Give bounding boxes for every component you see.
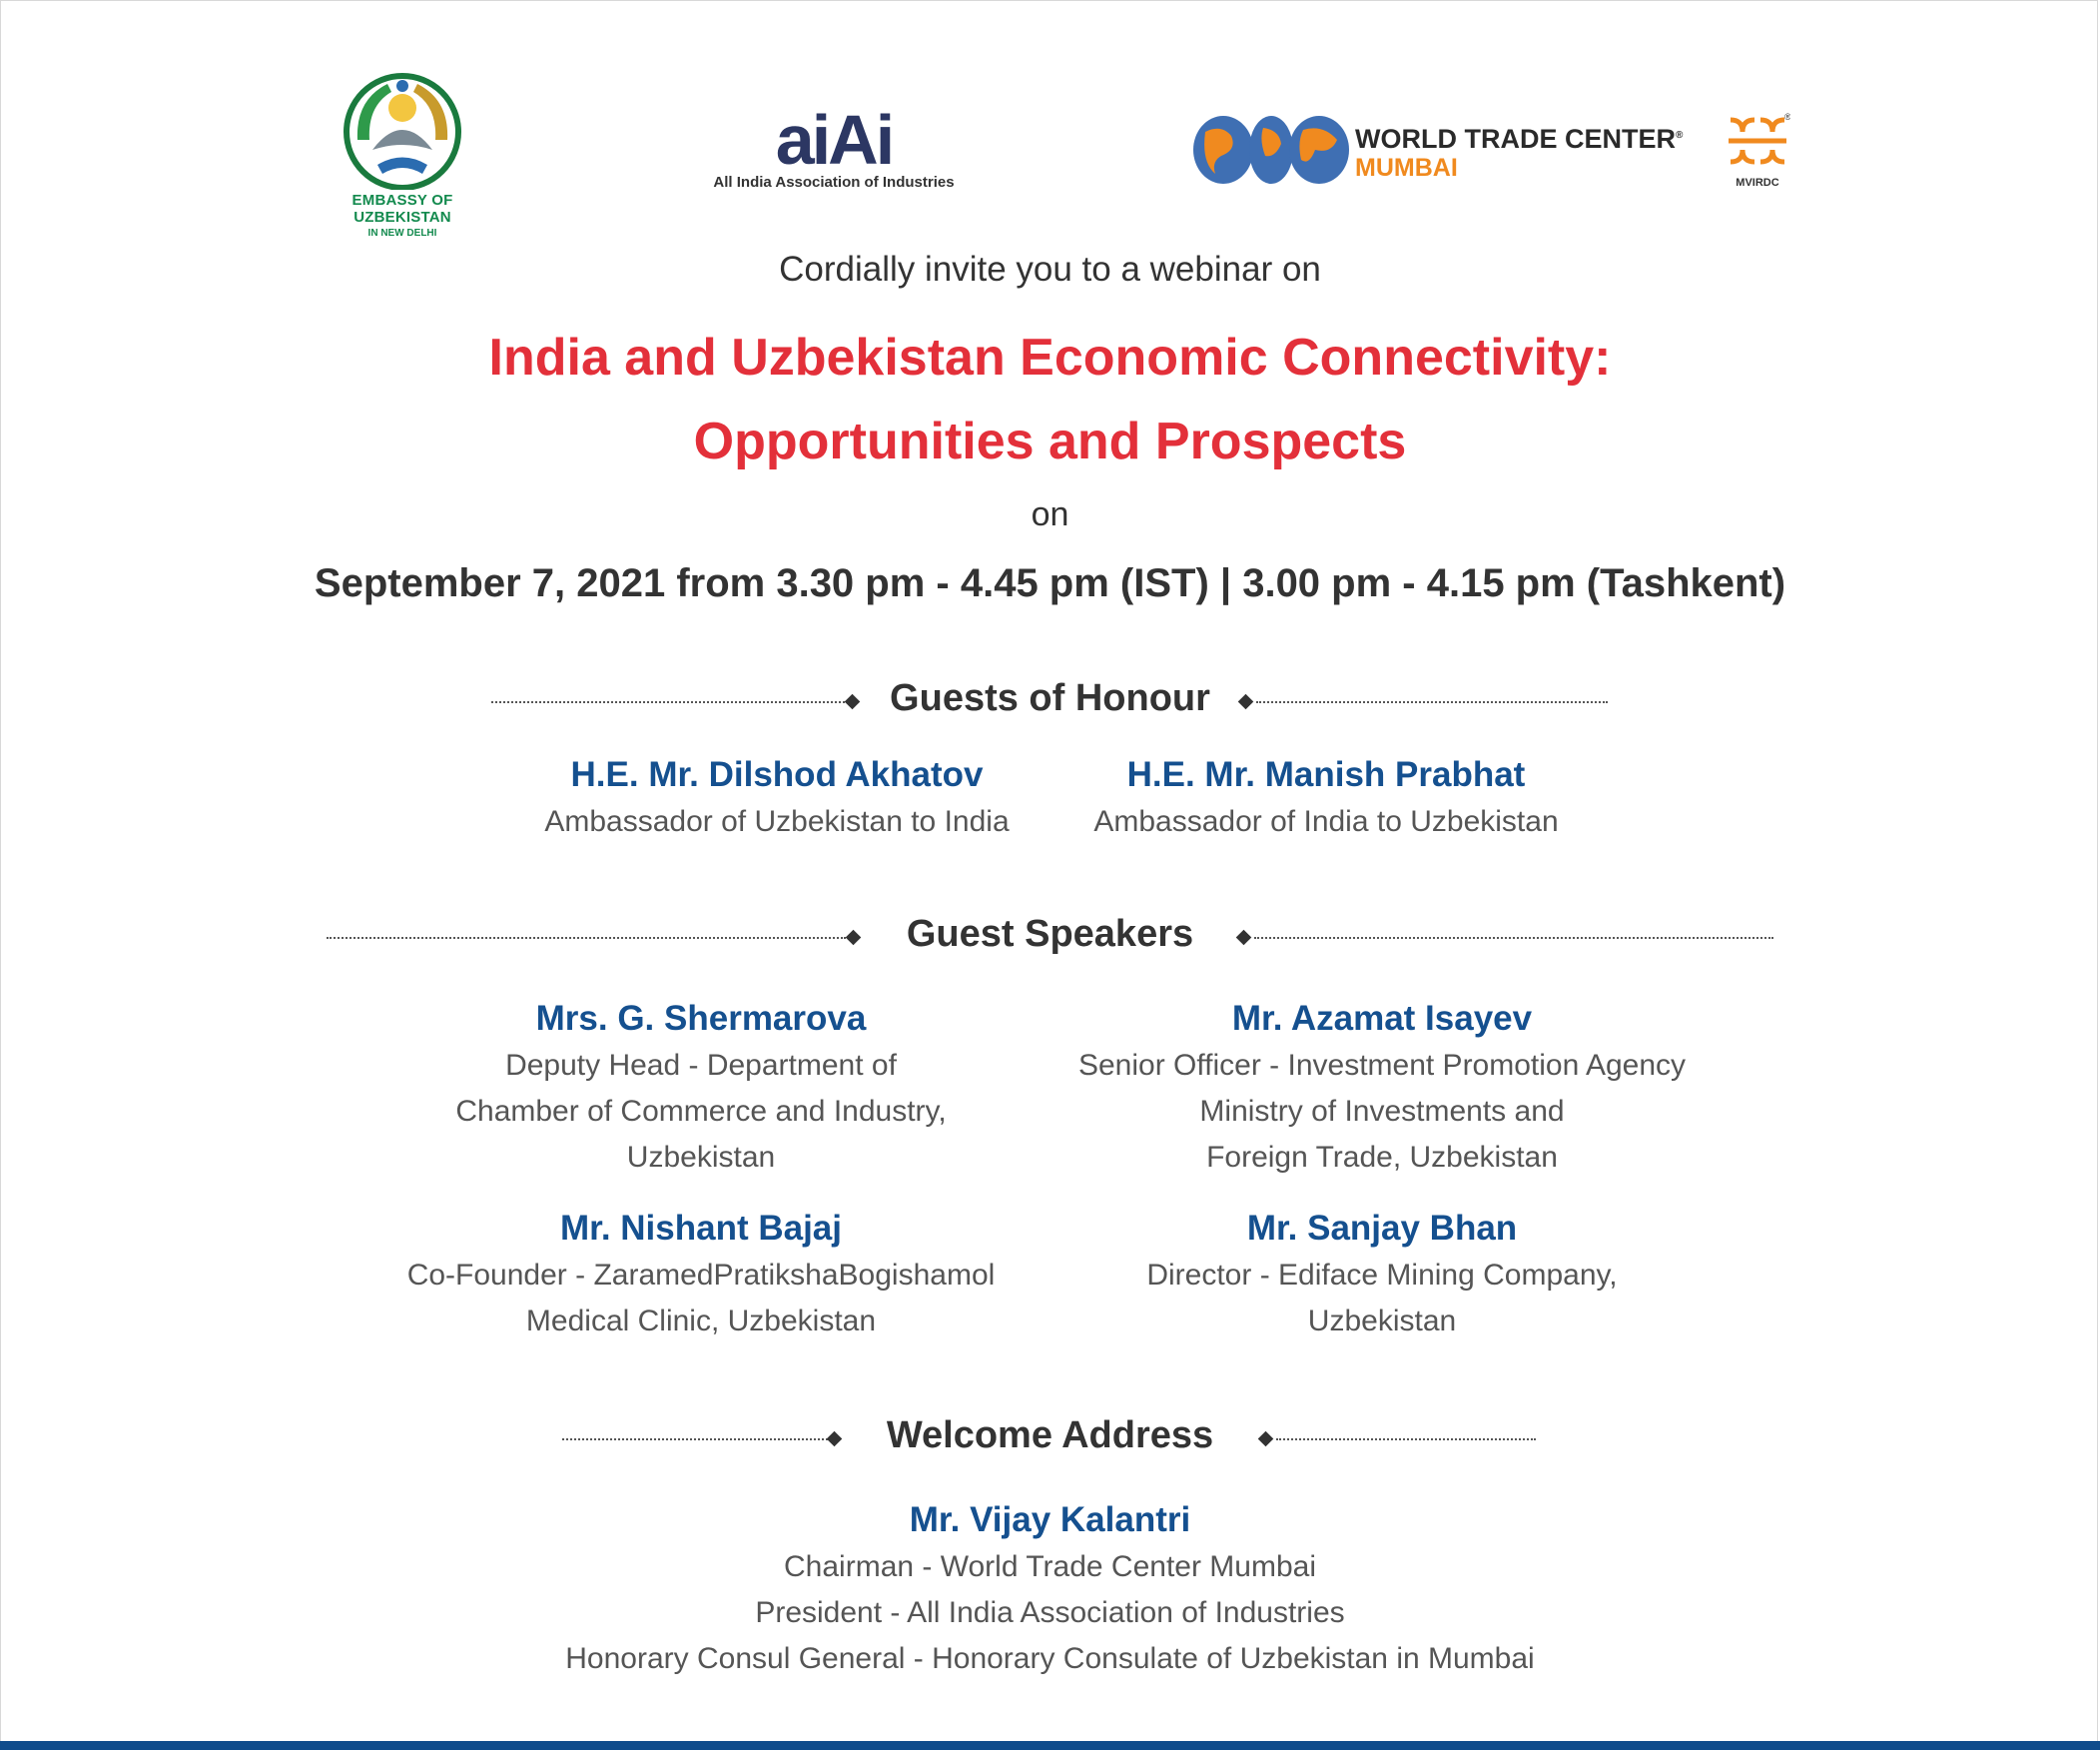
person-role: Chamber of Commerce and Industry, (455, 1095, 947, 1128)
embassy-logo (308, 70, 497, 240)
embassy-city: IN NEW DELHI (367, 228, 437, 239)
mvirdc-registered-mark: ® (1784, 112, 1790, 122)
person-role: Director - Ediface Mining Company, (1146, 1259, 1618, 1292)
speaker-card-bajaj (351, 1205, 1050, 1344)
section-title: Guests of Honour (890, 677, 1210, 719)
person-name: Mr. Azamat Isayev (1231, 999, 1533, 1038)
person-role: Uzbekistan (626, 1141, 776, 1174)
person-role: Uzbekistan (1307, 1305, 1457, 1337)
uzbekistan-emblem-icon (338, 70, 467, 190)
section-title: Guest Speakers (906, 913, 1194, 955)
guest-card-akhatov (477, 751, 1076, 845)
globe-icon (1191, 110, 1351, 190)
person-role: Ambassador of India to Uzbekistan (1093, 805, 1559, 838)
section-heading-guests-of-honour (0, 677, 2100, 727)
person-role: Foreign Trade, Uzbekistan (1206, 1141, 1558, 1174)
aiai-mark: aiAi (775, 101, 893, 179)
wtc-city: MUMBAI (1355, 154, 1458, 182)
person-name: H.E. Mr. Manish Prabhat (1126, 755, 1526, 794)
mvirdc-name: MVIRDC (1736, 177, 1779, 189)
divider-line (1256, 701, 1608, 703)
person-name: Mrs. G. Shermarova (535, 999, 867, 1038)
wtc-registered-mark: ® (1675, 130, 1684, 141)
mvirdc-emblem-icon (1725, 112, 1790, 170)
on-text: on (1031, 495, 1069, 533)
person-name: Mr. Sanjay Bhan (1246, 1209, 1518, 1248)
aiai-name: All India Association of Industries (713, 174, 955, 191)
speaker-card-bhan (1033, 1205, 1732, 1344)
person-name: Mr. Vijay Kalantri (909, 1500, 1191, 1539)
divider-line (1254, 937, 1773, 939)
person-role: Ministry of Investments and (1199, 1095, 1565, 1128)
person-role: Chairman - World Trade Center Mumbai (784, 1550, 1316, 1583)
bottom-accent-bar (0, 1741, 2100, 1750)
wtc-title-text: WORLD TRADE CENTER (1355, 124, 1676, 154)
person-name: Mr. Nishant Bajaj (559, 1209, 843, 1248)
speaker-card-isayev (1033, 995, 1732, 1181)
divider-line (1276, 1438, 1536, 1440)
webinar-title-line2: Opportunities and Prospects (693, 413, 1407, 470)
aiai-logo (689, 101, 979, 191)
wtc-logo (1191, 110, 1684, 190)
section-title: Welcome Address (886, 1414, 1214, 1456)
person-role: Medical Clinic, Uzbekistan (525, 1305, 877, 1337)
guest-card-prabhat (1027, 751, 1626, 845)
webinar-datetime: September 7, 2021 from 3.30 pm - 4.45 pm (IST) | 3.00 pm - 4.15 pm (Tashkent) (314, 561, 1786, 605)
person-role: Honorary Consul General - Honorary Consulate of Uzbekistan in Mumbai (565, 1642, 1535, 1675)
wtc-title (1355, 124, 1683, 155)
section-heading-guest-speakers (0, 913, 2100, 963)
speaker-card-shermarova (351, 995, 1050, 1181)
person-name: H.E. Mr. Dilshod Akhatov (570, 755, 984, 794)
person-role: Senior Officer - Investment Promotion Agency (1077, 1049, 1687, 1082)
welcome-card-kalantri (0, 1496, 2100, 1682)
mvirdc-logo (1723, 112, 1792, 192)
invite-text: Cordially invite you to a webinar on (779, 250, 1321, 289)
webinar-title-line1: India and Uzbekistan Economic Connectivity: (488, 329, 1612, 387)
section-heading-welcome-address (0, 1414, 2100, 1464)
person-role: President - All India Association of Industries (755, 1596, 1345, 1629)
person-role: Deputy Head - Department of (505, 1049, 897, 1082)
person-role: Ambassador of Uzbekistan to India (544, 805, 1010, 838)
embassy-name: EMBASSY OF UZBEKISTAN (351, 192, 453, 226)
person-role: Co-Founder - ZaramedPratikshaBogishamol (406, 1259, 996, 1292)
